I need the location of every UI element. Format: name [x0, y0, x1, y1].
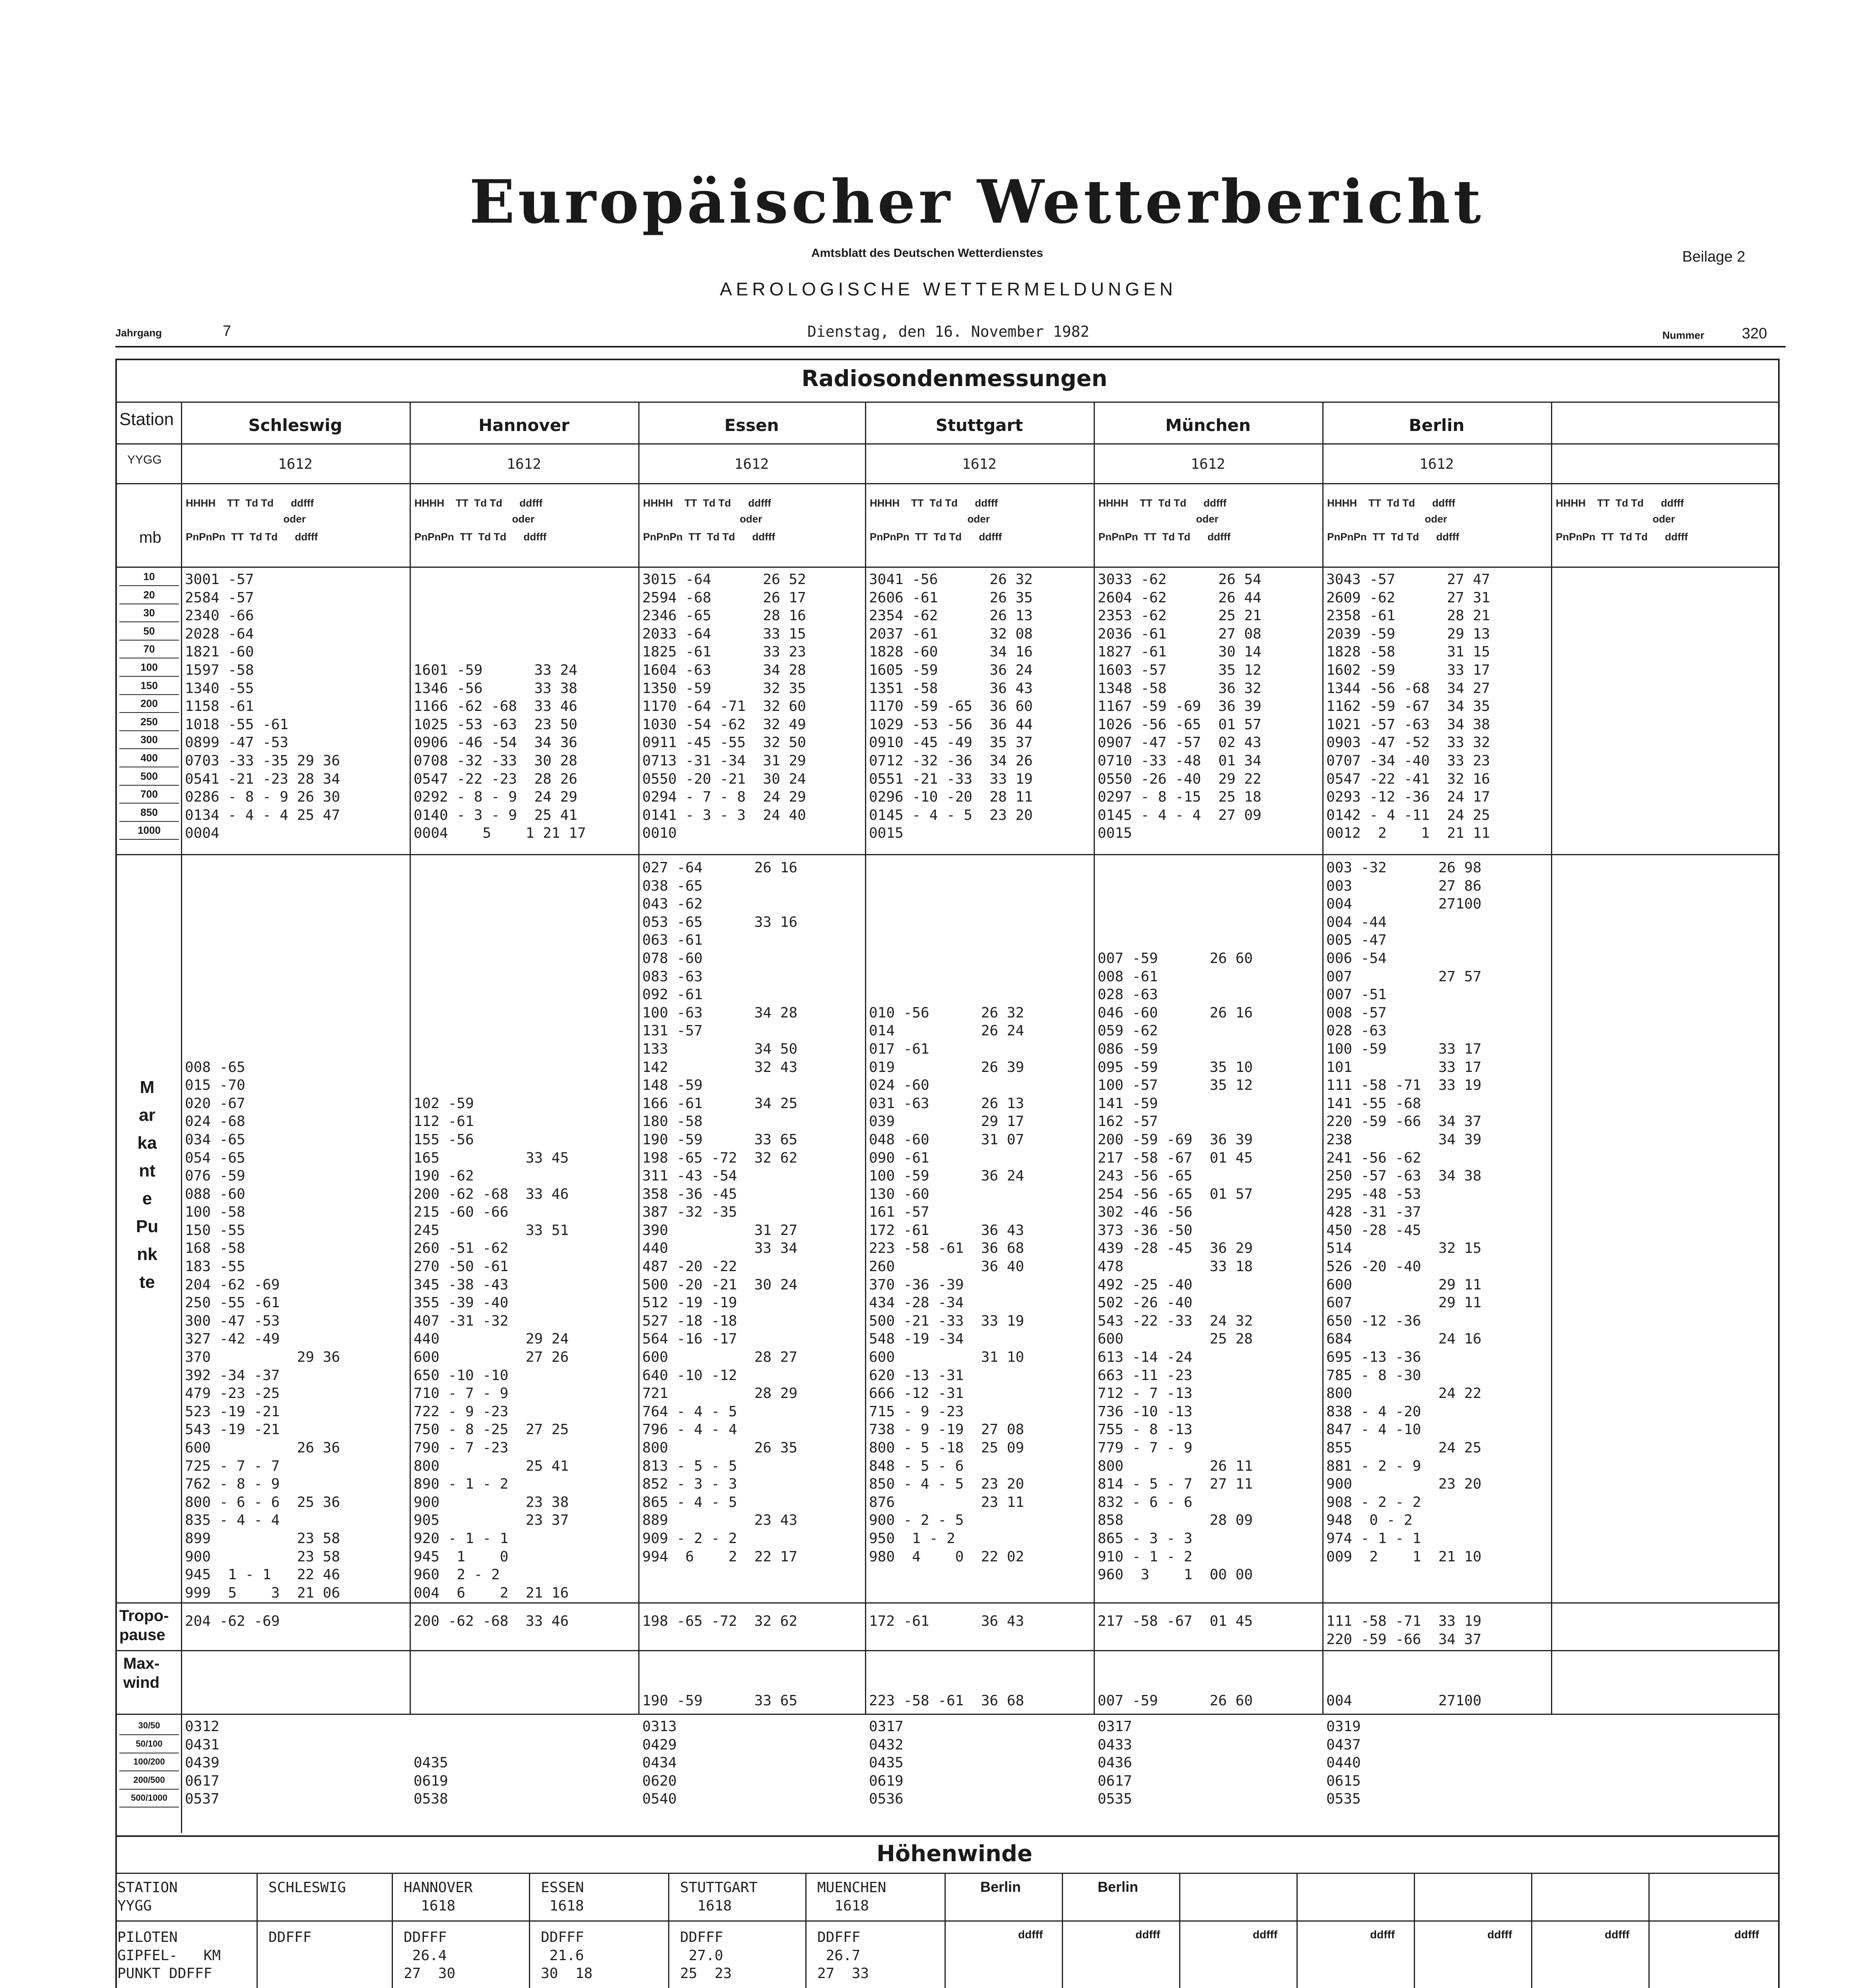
std-level-values: 3043 -57 27 47 2609 -62 27 31 2358 -61 28 21 2039 -59 29 13 1828 -58 31 15 1602 -59 33 17 1344 -56 -68 34 27 1162 -59 -67 34 35 1021 -57 -63 34 38 0903 -47 -52 33 32 0707 -34 -40 33 23 0547 -22 -41 32 16 0293 -12 -36 24 17 0142 - 4 -11 24 25 0012 2 1 21 11: [1326, 571, 1490, 842]
mb-label: mb: [139, 529, 161, 546]
report-title: Europäischer Wetterbericht: [469, 167, 1484, 237]
shear-values: 0312 0431 0439 0617 0537: [185, 1718, 220, 1807]
hoehen-pilot-values: DDFFF 26.7 27 33: [817, 1929, 869, 1982]
yygg-row-rule: [115, 483, 1778, 484]
shear-level: 50/100: [119, 1736, 179, 1753]
sig-level-end-rule: [115, 1602, 1778, 1604]
hoehen-station-label: STATION YYGG: [117, 1879, 178, 1914]
station-col-rule: [1094, 402, 1095, 1714]
hoehen-pilot-label: PILOTEN GIPFEL- KM PUNKT DDFFF: [117, 1929, 221, 1982]
label-col-rule: [181, 402, 182, 1833]
col-head-top: HHHH TT Td Td ddfff: [1327, 497, 1456, 509]
tropopause-values: 198 -65 -72 32 62: [642, 1613, 798, 1629]
hoehen-col-rule: [392, 1873, 393, 1988]
std-level-values: 3041 -56 26 32 2606 -61 26 35 2354 -62 26 13 2037 -61 32 08 1828 -60 34 16 1605 -59 36 24 1351 -58 36 43 1170 -59 -65 36 60 1029 -53 -56 36 44 0910 -45 -49 35 37 0712 -32 -36 34 26 0551 -21 -33 33 19 0296 -10 -20 28 11 0145 - 4 - 5 23 20 0015: [869, 571, 1033, 842]
station-col-rule: [1551, 402, 1552, 1714]
header-rule: [115, 346, 1786, 348]
hoehen-extra-head: Berlin: [980, 1879, 1021, 1895]
hoehen-extra-ddfff: ddfff: [1734, 1928, 1759, 1941]
shear-values: 0317 0433 0436 0617 0535: [1098, 1718, 1132, 1807]
hoehen-extra-col-rule: [1296, 1873, 1298, 1988]
tropo-end-rule: [115, 1650, 1778, 1651]
col-head-oder: oder: [283, 513, 306, 525]
col-head-oder: oder: [512, 513, 534, 525]
mb-level: 700: [119, 786, 179, 804]
hoehen-extra-col-rule: [1179, 1873, 1180, 1988]
hoehen-extra-col-rule: [1414, 1873, 1415, 1988]
shear-level: 200/500: [119, 1772, 179, 1790]
col-head-bottom: PnPnPn TT Td Td ddfff: [414, 531, 547, 543]
shear-values: 0319 0437 0440 0615 0535: [1326, 1718, 1361, 1807]
col-head-top: HHHH TT Td Td ddfff: [1098, 497, 1227, 509]
sig-level-values: 003 -32 26 98 003 27 86 004 27100 004 -44 005 -47 006 -54 007 27 57 007 -51 008 -57 028 -63 100 -59 33 17 101 33 17 111 -58 -71 33 19 141 -55 -68 220 -59 -66 34 37 238 34 39 241 -56 -62 250 -57 -63 34 38 295 -48 -53 428 -31 -37 450 -28 -45 514 32 15 526 -20 -40 600 29 11 607 29 11 650 -12 -36 684 24 16 695 -13 -36 785 - 8 -30 800 24 22 838 - 4 -20 847 - 4 -10 855 24 25 881 - 2 - 9 900 23 20 908 - 2 - 2 948 0 - 2 974 - 1 - 1 009 2 1 21 10: [1326, 860, 1482, 1565]
station-col-rule: [865, 402, 866, 1714]
mb-level: 500: [119, 768, 179, 786]
tropopause-values: 204 -62 -69: [185, 1613, 280, 1629]
mb-level: 200: [119, 695, 179, 713]
hoehen-extra-col-rule: [1648, 1873, 1650, 1988]
station-row-label: Station: [119, 410, 174, 429]
shear-values: 0317 0432 0435 0619 0536: [869, 1718, 904, 1807]
station-col-rule: [1322, 402, 1324, 1714]
hoehen-extra-ddfff: ddfff: [1605, 1928, 1630, 1941]
hoehen-extra-col-rule: [1778, 1873, 1779, 1988]
issue-date: Dienstag, den 16. November 1982: [807, 323, 1090, 340]
maxwind-end-rule: [115, 1714, 1778, 1715]
mb-level: 20: [119, 587, 179, 604]
hoehen-station-head: STUTTGART 1618: [680, 1879, 758, 1914]
mb-level: 250: [119, 714, 179, 731]
jahrgang-value: 7: [223, 323, 231, 340]
station-yygg: 1612: [507, 456, 541, 472]
std-level-end-rule: [115, 854, 1778, 855]
col-head-top: HHHH TT Td Td ddfff: [414, 497, 543, 509]
mb-level: 850: [119, 804, 179, 822]
station-name: Essen: [724, 415, 779, 435]
mb-level: 1000: [119, 822, 179, 840]
shear-values: 0435 0619 0538: [414, 1755, 448, 1807]
col-head-oder: oder: [740, 513, 762, 525]
hoehen-station-head: SCHLESWIG: [268, 1879, 346, 1896]
maxwind-values: 007 -59 26 60: [1098, 1693, 1253, 1709]
col-head-oder: oder: [1652, 513, 1675, 525]
col-head-top: HHHH TT Td Td ddfff: [186, 497, 314, 509]
report-subtitle: Amtsblatt des Deutschen Wetterdienstes: [811, 247, 1043, 260]
mb-level: 400: [119, 750, 179, 767]
shear-values: 0313 0429 0434 0620 0540: [642, 1718, 677, 1807]
hoehen-extra-col-rule: [1531, 1873, 1532, 1988]
station-yygg: 1612: [278, 456, 313, 472]
hoehen-station-head: MUENCHEN 1618: [817, 1879, 886, 1914]
std-level-values: 3015 -64 26 52 2594 -68 26 17 2346 -65 28 16 2033 -64 33 15 1825 -61 33 23 1604 -63 34 28 1350 -59 32 35 1170 -64 -71 32 60 1030 -54 -62 32 49 0911 -45 -55 32 50 0713 -31 -34 31 29 0550 -20 -21 30 24 0294 - 7 - 8 24 29 0141 - 3 - 3 24 40 0010: [642, 571, 806, 842]
col-head-top: HHHH TT Td Td ddfff: [1556, 497, 1684, 509]
radio-title-rule: [115, 402, 1778, 403]
station-name: Berlin: [1409, 415, 1465, 435]
sig-level-values: 010 -56 26 32 014 26 24 017 -61 019 26 39 024 -60 031 -63 26 13 039 29 17 048 -60 31 07 090 -61 100 -59 36 24 130 -60 161 -57 172 -61 36 43 223 -58 -61 36 68 260 36 40 370 -36 -39 434 -28 -34 500 -21 -33 33 19 548 -19 -34 600 31 10 620 -13 -31 666 -12 -31 715 - 9 -23 738 - 9 -19 27 08 800 - 5 -18 25 09 848 - 5 - 6 850 - 4 - 5 23 20 876 23 11 900 - 2 - 5 950 1 - 2 980 4 0 22 02: [869, 1004, 1024, 1565]
col-head-bottom: PnPnPn TT Td Td ddfff: [643, 531, 775, 543]
tropopause-values: 217 -58 -67 01 45: [1098, 1613, 1253, 1629]
hoehen-pilot-values: DDFFF 26.4 27 30: [404, 1929, 456, 1982]
colhead-row-rule: [115, 567, 1778, 568]
mb-level: 150: [119, 678, 179, 695]
std-level-values: 3033 -62 26 54 2604 -62 26 44 2353 -62 25 21 2036 -61 27 08 1827 -61 30 14 1603 -57 35 12 1348 -58 36 32 1167 -59 -69 36 39 1026 -56 -65 01 57 0907 -47 -57 02 43 0710 -33 -48 01 34 0550 -26 -40 29 22 0297 - 8 -15 25 18 0145 - 4 - 4 27 09 0015: [1098, 571, 1261, 842]
hoehen-extra-ddfff: ddfff: [1370, 1928, 1395, 1941]
mb-level: 100: [119, 659, 179, 677]
nummer-label: Nummer: [1662, 329, 1705, 341]
hoehen-pilot-values: DDFFF: [268, 1929, 312, 1945]
station-yygg: 1612: [1191, 456, 1225, 472]
hoehen-extra-ddfff: ddfff: [1487, 1928, 1512, 1941]
section-title: AEROLOGISCHE WETTERMELDUNGEN: [720, 279, 1177, 299]
station-name: Hannover: [478, 415, 569, 435]
maxwind-label: Max- wind: [123, 1655, 160, 1691]
markante-punkte-label: Markante Punkte: [136, 1077, 159, 1292]
hoehen-extra-ddfff: ddfff: [1018, 1928, 1043, 1941]
maxwind-values: 004 27100: [1326, 1693, 1482, 1709]
hoehen-col-rule: [668, 1873, 669, 1988]
hoehen-station-head: HANNOVER 1618: [404, 1879, 473, 1914]
col-head-oder: oder: [1425, 513, 1447, 525]
station-name: Stuttgart: [935, 415, 1023, 435]
col-head-bottom: PnPnPn TT Td Td ddfff: [1556, 531, 1688, 543]
station-name: München: [1165, 415, 1251, 435]
shear-level: 100/200: [119, 1754, 179, 1771]
col-head-oder: oder: [1196, 513, 1219, 525]
station-col-rule: [638, 402, 639, 1714]
hoehen-title-rule: [115, 1873, 1778, 1874]
station-name: Schleswig: [248, 415, 342, 435]
hoehen-extra-col-rule: [1062, 1873, 1063, 1988]
beilage-label: Beilage 2: [1682, 248, 1745, 265]
mb-level: 70: [119, 641, 179, 658]
jahrgang-label: Jahrgang: [115, 327, 162, 339]
station-yygg: 1612: [734, 456, 769, 472]
col-head-bottom: PnPnPn TT Td Td ddfff: [186, 531, 318, 543]
sig-level-values: 007 -59 26 60 008 -61 028 -63 046 -60 26 16 059 -62 086 -59 095 -59 35 10 100 -57 35 12 141 -59 162 -57 200 -59 -69 36 39 217 -58 -67 01 45 243 -56 -65 254 -56 -65 01 57 302 -46 -56 373 -36 -50 439 -28 -45 36 29 478 33 18 492 -25 -40 502 -26 -40 543 -22 -33 24 32 600 25 28 613 -14 -24 663 -11 -23 712 - 7 -13 736 -10 -13 755 - 8 -13 779 - 7 - 9 800 26 11 814 - 5 - 7 27 11 832 - 6 - 6 858 28 09 865 - 3 - 3 910 - 1 - 2 960 3 1 00 00: [1098, 950, 1253, 1583]
maxwind-values: 190 -59 33 65: [642, 1693, 798, 1709]
station-yygg: 1612: [962, 456, 997, 472]
std-level-values: 1601 -59 33 24 1346 -56 33 38 1166 -62 -68 33 46 1025 -53 -63 23 50 0906 -46 -54 34 36 0708 -32 -33 30 28 0547 -22 -23 28 26 0292 - 8 - 9 24 29 0140 - 3 - 9 25 41 0004 5 1 21 17: [414, 662, 586, 842]
hoehen-extra-ddfff: ddfff: [1135, 1928, 1160, 1941]
station-col-rule: [1778, 402, 1779, 1714]
tropopause-label: Tropo- pause: [119, 1607, 169, 1644]
hoehen-title: Höhenwinde: [877, 1841, 1032, 1867]
nummer-value: 320: [1742, 325, 1767, 342]
std-level-values: 3001 -57 2584 -57 2340 -66 2028 -64 1821 -60 1597 -58 1340 -55 1158 -61 1018 -55 -61 0899 -47 -53 0703 -33 -35 29 36 0541 -21 -23 28 34 0286 - 8 - 9 26 30 0134 - 4 - 4 25 47 0004: [185, 571, 340, 842]
hoehen-station-head: ESSEN 1618: [541, 1879, 584, 1914]
tropopause-values: 111 -58 -71 33 19 220 -59 -66 34 37: [1326, 1613, 1482, 1648]
hoehen-pilot-values: DDFFF 21.6 30 18: [541, 1929, 593, 1982]
tropopause-values: 172 -61 36 43: [869, 1613, 1024, 1629]
col-head-oder: oder: [967, 513, 990, 525]
sig-level-values: 027 -64 26 16 038 -65 043 -62 053 -65 33 16 063 -61 078 -60 083 -63 092 -61 100 -63 34 28 131 -57 133 34 50 142 32 43 148 -59 166 -61 34 25 180 -58 190 -59 33 65 198 -65 -72 32 62 311 -43 -54 358 -36 -45 387 -32 -35 390 31 27 440 33 34 487 -20 -22 500 -20 -21 30 24 512 -19 -19 527 -18 -18 564 -16 -17 600 28 27 640 -10 -12 721 28 29 764 - 4 - 5 796 - 4 - 4 800 26 35 813 - 5 - 5 852 - 3 - 3 865 - 4 - 5 889 23 43 909 - 2 - 2 994 6 2 22 17: [642, 860, 798, 1565]
col-head-top: HHHH TT Td Td ddfff: [870, 497, 998, 509]
station-yygg: 1612: [1419, 456, 1454, 472]
hoehen-head-rule: [115, 1920, 1778, 1922]
shear-level: 500/1000: [119, 1790, 179, 1807]
sig-level-values: 008 -65 015 -70 020 -67 024 -68 034 -65 054 -65 076 -59 088 -60 100 -58 150 -55 168 -58 183 -55 204 -62 -69 250 -55 -61 300 -47 -53 327 -42 -49 370 29 36 392 -34 -37 479 -23 -25 523 -19 -21 543 -19 -21 600 26 36 725 - 7 - 7 762 - 8 - 9 800 - 6 - 6 25 36 835 - 4 - 4 899 23 58 900 23 58 945 1 - 1 22 46 999 5 3 21 06: [185, 1059, 340, 1601]
col-head-bottom: PnPnPn TT Td Td ddfff: [870, 531, 1002, 543]
tropopause-values: 200 -62 -68 33 46: [414, 1613, 569, 1629]
mb-level: 10: [119, 569, 179, 586]
hoehen-col-rule: [529, 1873, 530, 1988]
hoehen-extra-head: Berlin: [1098, 1879, 1139, 1895]
hoehen-pilot-values: DDFFF 27.0 25 23: [680, 1929, 732, 1982]
hoehen-extra-ddfff: ddfff: [1253, 1928, 1278, 1941]
mb-level: 300: [119, 732, 179, 749]
sig-level-values: 102 -59 112 -61 155 -56 165 33 45 190 -62 200 -62 -68 33 46 215 -60 -66 245 33 51 260 -51 -62 270 -50 -61 345 -38 -43 355 -39 -40 407 -31 -32 440 29 24 600 27 26 650 -10 -10 710 - 7 - 9 722 - 9 -23 750 - 8 -25 27 25 790 - 7 -23 800 25 41 890 - 1 - 2 900 23 38 905 23 37 920 - 1 - 1 945 1 0 960 2 - 2 004 6 2 21 16: [414, 1095, 569, 1601]
hoehen-col-rule: [945, 1873, 946, 1988]
yygg-row-label: YYGG: [127, 453, 162, 466]
col-head-bottom: PnPnPn TT Td Td ddfff: [1098, 531, 1231, 543]
col-head-bottom: PnPnPn TT Td Td ddfff: [1327, 531, 1460, 543]
mb-level: 50: [119, 623, 179, 641]
maxwind-values: 223 -58 -61 36 68: [869, 1693, 1024, 1709]
hoehen-col-rule: [805, 1873, 807, 1988]
mb-level: 30: [119, 605, 179, 622]
station-row-rule: [115, 443, 1778, 445]
col-head-top: HHHH TT Td Td ddfff: [643, 497, 772, 509]
station-col-rule: [410, 402, 411, 1714]
radio-title: Radiosondenmessungen: [801, 366, 1108, 392]
hoehen-label-col-rule: [257, 1873, 258, 1988]
shear-level: 30/50: [119, 1718, 179, 1735]
